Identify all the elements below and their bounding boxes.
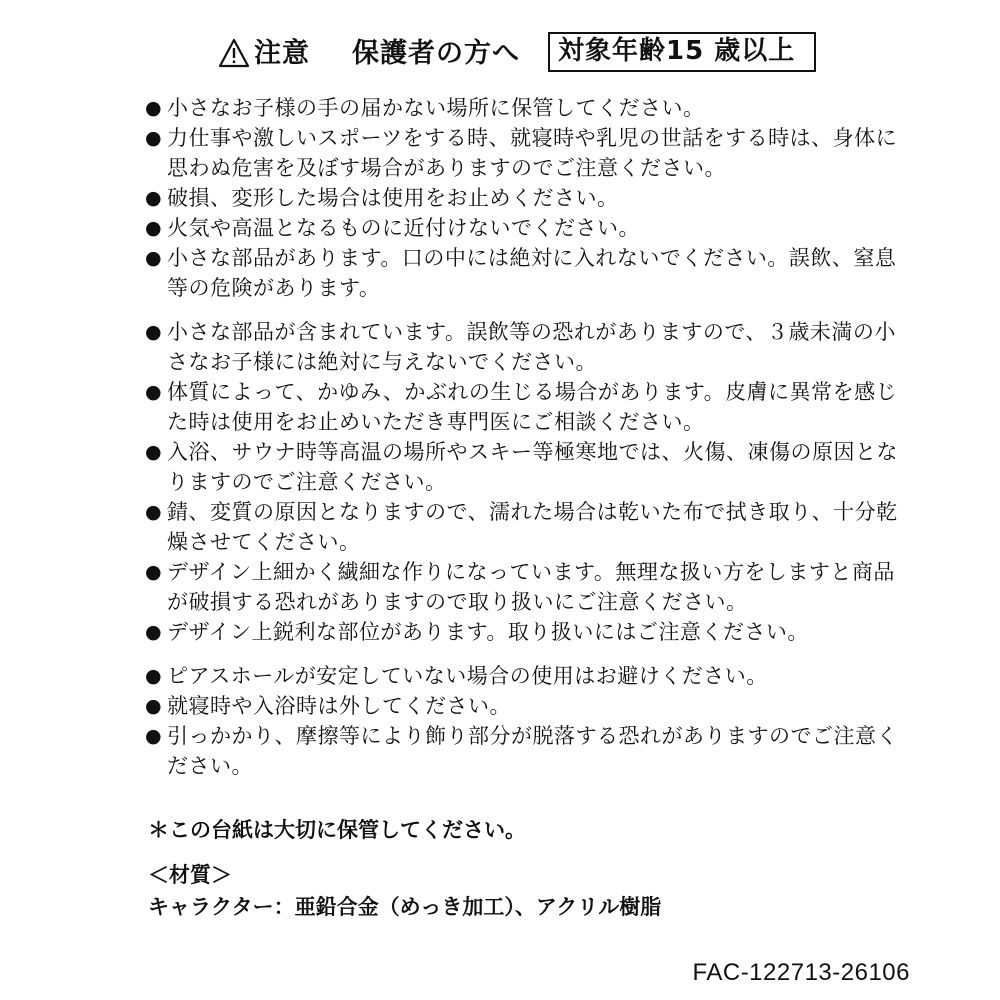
caution-item bbox=[145, 183, 915, 213]
material-value: キャラクター：亜鉛合金（めっき加工）、アクリル樹脂 bbox=[148, 895, 662, 919]
bullet-icon: ● bbox=[145, 187, 163, 209]
caution-item bbox=[145, 617, 915, 647]
material-heading: ＜材質＞ bbox=[148, 863, 232, 887]
caution-item bbox=[145, 721, 915, 781]
bullet-icon: ● bbox=[145, 561, 163, 583]
bullet-icon: ● bbox=[145, 381, 163, 403]
caution-item-text: 引っかかり、摩擦等により飾り部分が脱落する恐れがありますのでご注意ください。 bbox=[167, 724, 898, 778]
keep-card-note: ＊この台紙は大切に保管してください。 bbox=[148, 818, 526, 842]
warning-header bbox=[0, 30, 1000, 80]
bullet-icon: ● bbox=[145, 501, 163, 523]
caution-list bbox=[145, 93, 915, 781]
caution-item bbox=[145, 557, 915, 617]
caution-item-text: 破損、変形した場合は使用をお止めください。 bbox=[167, 186, 619, 210]
caution-item bbox=[145, 437, 915, 497]
caution-item bbox=[145, 661, 915, 691]
audience-label: 保護者の方へ bbox=[352, 38, 520, 69]
bullet-icon: ● bbox=[145, 725, 163, 747]
bullet-icon: ● bbox=[145, 695, 163, 717]
bullet-icon: ● bbox=[145, 621, 163, 643]
caution-item-text: 錆、変質の原因となりますので、濡れた場合は乾いた布で拭き取り、十分乾燥させてください。 bbox=[167, 500, 898, 554]
caution-item-text: 火気や高温となるものに近付けないでください。 bbox=[167, 216, 640, 240]
caution-item-text: 力仕事や激しいスポーツをする時、就寝時や乳児の世話をする時は、身体に思わぬ危害を及ぼす場合がありますのでご注意ください。 bbox=[167, 126, 898, 180]
caution-item-text: 小さな部品があります。口の中には絶対に入れないでください。誤飲、窒息等の危険があります。 bbox=[167, 246, 897, 300]
caution-item-text: ピアスホールが安定していない場合の使用はお避けください。 bbox=[167, 664, 768, 688]
warning-triangle-icon bbox=[218, 38, 250, 68]
bullet-icon: ● bbox=[145, 217, 163, 239]
warning-title: 注意 bbox=[254, 38, 310, 69]
bullet-icon: ● bbox=[145, 441, 163, 463]
caution-item bbox=[145, 243, 915, 303]
caution-item-text: 小さな部品が含まれています。誤飲等の恐れがありますので、３歳未満の小さなお子様には絶対に与えないでください。 bbox=[167, 320, 896, 374]
caution-item-text: 体質によって、かゆみ、かぶれの生じる場合があります。皮膚に異常を感じた時は使用をお止めいただき専門医にご相談ください。 bbox=[167, 380, 898, 434]
bullet-icon: ● bbox=[145, 321, 163, 343]
caution-item bbox=[145, 497, 915, 557]
caution-item-text: 就寝時や入浴時は外してください。 bbox=[167, 694, 511, 718]
bullet-icon: ● bbox=[145, 665, 163, 687]
caution-item-text: 小さなお子様の手の届かない場所に保管してください。 bbox=[167, 96, 705, 120]
caution-item bbox=[145, 123, 915, 183]
caution-item bbox=[145, 317, 915, 377]
caution-item bbox=[145, 691, 915, 721]
caution-item bbox=[145, 377, 915, 437]
caution-item bbox=[145, 93, 915, 123]
product-code: FAC-122713-26106 bbox=[692, 959, 910, 986]
caution-item-text: デザイン上鋭利な部位があります。取り扱いにはご注意ください。 bbox=[167, 620, 809, 644]
caution-item-text: デザイン上細かく繊細な作りになっています。無理な扱い方をしますと商品が破損する恐れがありますので取り扱いにご注意ください。 bbox=[167, 560, 895, 614]
caution-item bbox=[145, 213, 915, 243]
bullet-icon: ● bbox=[145, 127, 163, 149]
bullet-icon: ● bbox=[145, 247, 163, 269]
caution-item-text: 入浴、サウナ時等高温の場所やスキー等極寒地では、火傷、凍傷の原因となりますのでご注意ください。 bbox=[167, 440, 898, 494]
bullet-icon: ● bbox=[145, 97, 163, 119]
age-rating-box: 対象年齢15 歳以上 bbox=[548, 32, 816, 72]
